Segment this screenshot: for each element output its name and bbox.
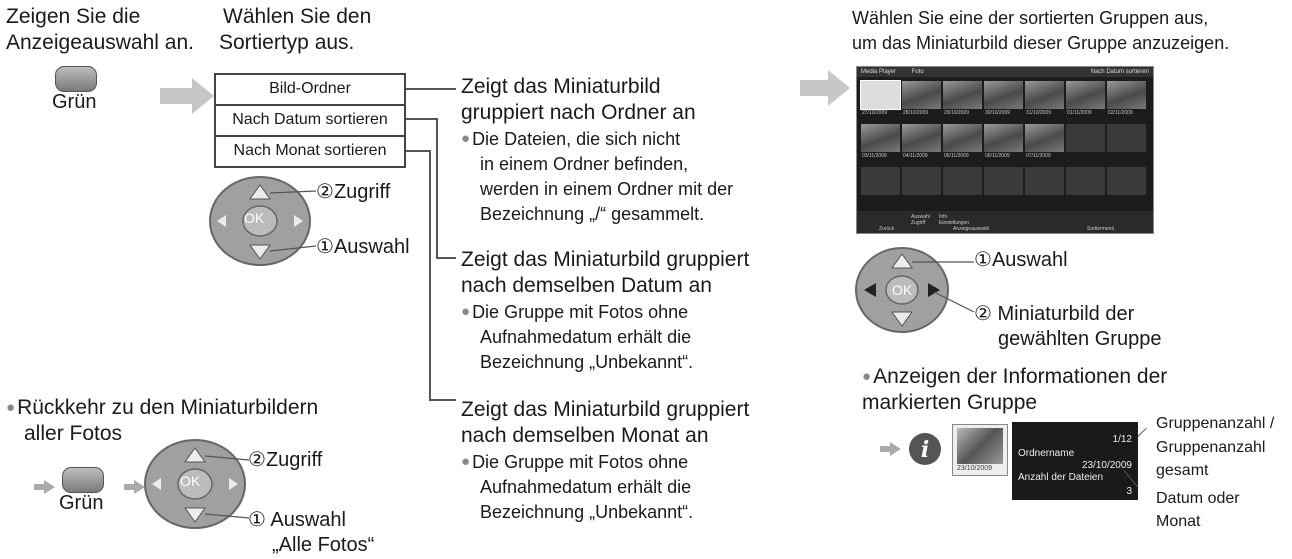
- remote3-thumb-label1: ② Miniaturbild der: [974, 303, 1135, 325]
- select-label: ①Auswahl: [316, 236, 410, 258]
- remote-dpad-icon[interactable]: [208, 175, 328, 267]
- desc-folder-b3: werden in einem Ordner mit der: [480, 179, 734, 199]
- tv-header: [857, 67, 1153, 77]
- return-select-label: ① Auswahl: [248, 509, 346, 531]
- desc-month-b3: Bezeichnung „Unbekannt“.: [480, 502, 694, 522]
- info-ann1: Gruppenanzahl /: [1156, 415, 1275, 432]
- tv-thumbnail[interactable]: [1025, 167, 1064, 195]
- return-ok-label: OK: [180, 473, 201, 489]
- tv-thumbnail[interactable]: [1025, 81, 1064, 116]
- step3-line2: um das Miniaturbild dieser Gruppe anzuzeigen.: [852, 33, 1230, 53]
- step1-line1: Zeigen Sie die: [6, 5, 141, 28]
- return-access-label: ②Zugriff: [248, 449, 323, 471]
- tv-thumbnail-date: 03/11/2009: [862, 153, 887, 159]
- tv-thumbnail[interactable]: [902, 124, 941, 159]
- tv-thumbnail[interactable]: [1025, 124, 1064, 159]
- remote3-ok-label: OK: [892, 282, 913, 298]
- info-thumbnail: [952, 424, 1008, 476]
- ok-label: OK: [244, 210, 265, 226]
- step1-line2: Anzeigeauswahl an.: [6, 31, 194, 54]
- tv-thumbnail[interactable]: [861, 124, 900, 159]
- access-label: ②Zugriff: [316, 181, 391, 203]
- step3-line1: Wählen Sie eine der sortierten Gruppen aus,: [852, 8, 1209, 28]
- info-title1: ● Anzeigen der Informationen der: [862, 364, 1167, 392]
- desc-month-title2: nach demselben Monat an: [461, 424, 709, 447]
- tv-screen: [856, 66, 1154, 234]
- green-button-label: Grün: [52, 91, 97, 113]
- step2-line2: Sortiertyp aus.: [219, 31, 355, 54]
- tv-thumbnail[interactable]: [1066, 167, 1105, 195]
- desc-folder-title1: Zeigt das Miniaturbild: [461, 75, 661, 98]
- info-count: 1/12: [1112, 434, 1132, 445]
- return-green-label: Grün: [59, 492, 104, 514]
- tv-thumbnail[interactable]: [1107, 81, 1146, 116]
- info-folder-label: Ordnername: [1018, 448, 1075, 459]
- tv-thumbnail-date: 06/11/2009: [985, 153, 1010, 159]
- info-files: 3: [1126, 486, 1132, 497]
- remote3-select-label: ①Auswahl: [974, 249, 1068, 271]
- info-title2: markierten Gruppe: [862, 391, 1038, 414]
- desc-folder-b1: ● Die Dateien, die sich nicht: [461, 127, 680, 153]
- tv-thumbnail-date: 01/11/2009: [1067, 110, 1092, 116]
- desc-folder-b4: Bezeichnung „/“ gesammelt.: [480, 204, 705, 224]
- info-files-label: Anzahl der Dateien: [1018, 472, 1104, 483]
- tv-mode: Foto: [911, 69, 924, 75]
- tv-thumbnail[interactable]: [902, 167, 941, 195]
- tv-thumbnail[interactable]: [1107, 124, 1146, 152]
- tv-thumbnail-date: 29/10/2009: [944, 110, 970, 116]
- small-arrow-icon: [34, 480, 56, 494]
- desc-folder-title2: gruppiert nach Ordner an: [461, 101, 696, 124]
- small-arrow-icon: [880, 442, 902, 456]
- return-green-button[interactable]: [62, 467, 104, 493]
- sort-option-date[interactable]: Nach Datum sortieren: [214, 104, 406, 137]
- desc-folder-b2: in einem Ordner befinden,: [480, 154, 689, 174]
- tv-thumbnail[interactable]: [943, 124, 982, 159]
- tv-thumbnail[interactable]: [984, 81, 1023, 116]
- tv-thumbnail[interactable]: [943, 167, 982, 195]
- tv-thumbnail[interactable]: [861, 81, 900, 116]
- tv-thumbnail-date: 05/11/2009: [944, 153, 969, 159]
- tv-thumbnail-date: 30/10/2009: [985, 110, 1011, 116]
- green-button[interactable]: [55, 66, 97, 92]
- desc-month-b1: ● Die Gruppe mit Fotos ohne: [461, 450, 688, 476]
- info-panel: [1012, 422, 1138, 500]
- tv-thumbnail[interactable]: [984, 167, 1023, 195]
- desc-date-title2: nach demselben Datum an: [461, 274, 712, 297]
- desc-date-b2: Aufnahmedatum erhält die: [480, 327, 692, 347]
- tv-thumbnail-date: 28/10/2009: [903, 110, 929, 116]
- info-ann2: Gruppenanzahl: [1156, 439, 1266, 456]
- tv-thumbnail-date: 31/10/2009: [1026, 110, 1052, 116]
- info-ann3: gesamt: [1156, 462, 1209, 479]
- tv-thumbnail[interactable]: [984, 124, 1023, 159]
- return-select-label2: „Alle Fotos“: [272, 534, 375, 556]
- sort-option-month[interactable]: Nach Monat sortieren: [214, 135, 406, 168]
- tv-thumbnail-date: 02/11/2009: [1108, 110, 1133, 116]
- arrow-right-icon: [800, 70, 852, 106]
- tv-thumbnail[interactable]: [1107, 167, 1146, 195]
- return-title1: ● Rückkehr zu den Miniaturbildern: [6, 395, 318, 423]
- tv-thumbnail-date: 07/11/2009: [1026, 153, 1051, 159]
- remote3-thumb-label2: gewählten Gruppe: [998, 328, 1162, 350]
- desc-date-title1: Zeigt das Miniaturbild gruppiert: [461, 248, 750, 271]
- tv-thumbnail[interactable]: [861, 167, 900, 195]
- tv-thumbnail-date: 27/10/2009: [862, 110, 888, 116]
- tv-footer: Zurück Auswahl Zugriff Info Einstellungen Anzeigeauswahl Sortiermenü: [857, 211, 1153, 233]
- info-date: 23/10/2009: [1081, 460, 1132, 471]
- desc-month-b2: Aufnahmedatum erhält die: [480, 477, 692, 497]
- info-ann4: Datum oder: [1156, 490, 1240, 507]
- step2-line1: Wählen Sie den: [223, 5, 372, 28]
- tv-thumbnail[interactable]: [1066, 81, 1105, 116]
- desc-month-title1: Zeigt das Miniaturbild gruppiert: [461, 398, 750, 421]
- desc-date-b3: Bezeichnung „Unbekannt“.: [480, 352, 694, 372]
- info-button-icon[interactable]: [908, 432, 942, 466]
- desc-date-b1: ● Die Gruppe mit Fotos ohne: [461, 300, 688, 326]
- svg-text:i: i: [920, 437, 930, 463]
- return-title2: aller Fotos: [24, 422, 123, 445]
- tv-thumbnail[interactable]: [1066, 124, 1105, 152]
- arrow-right-icon: [160, 78, 216, 114]
- tv-thumbnail[interactable]: [902, 81, 941, 116]
- info-ann5: Monat: [1156, 513, 1201, 530]
- sort-option-folder[interactable]: Bild-Ordner: [214, 73, 406, 106]
- tv-thumbnail[interactable]: [943, 81, 982, 116]
- tv-thumbnail-date: 04/11/2009: [903, 153, 928, 159]
- remote3-dpad-icon[interactable]: [854, 244, 984, 336]
- tv-app-name: Media Player: [861, 69, 897, 75]
- tv-sort-label: Nach Datum sortieren: [1090, 69, 1149, 75]
- info-thumb-date: 23/10/2009: [957, 465, 993, 472]
